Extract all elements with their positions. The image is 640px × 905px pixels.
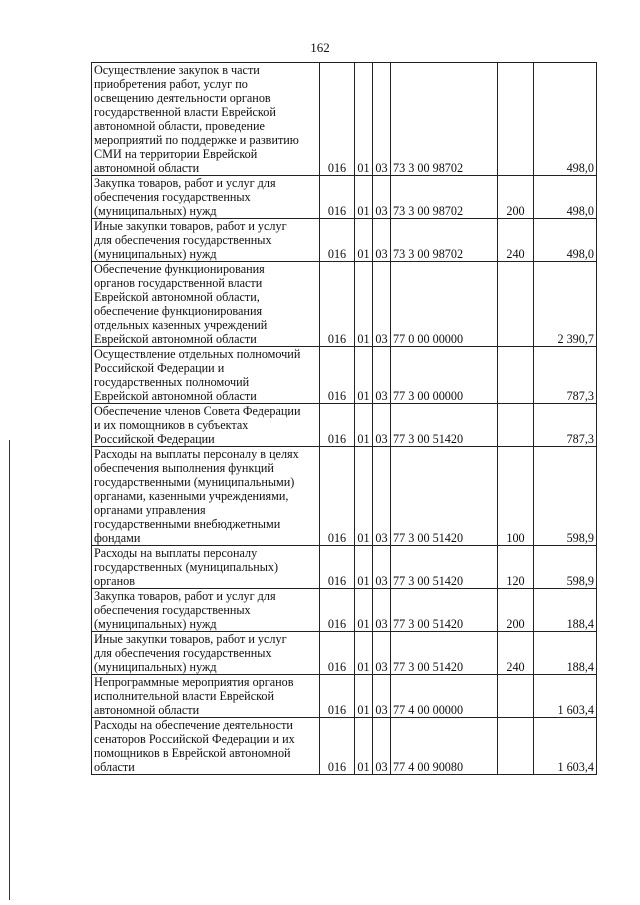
- table-row: [92, 546, 597, 589]
- subsection-code-cell: 03: [373, 219, 391, 262]
- row-name-cell: Закупка товаров, работ и услуг для обеспечения государственных (муниципальных) нужд: [92, 176, 320, 219]
- subsection-code-cell: 03: [373, 63, 391, 176]
- target-article-cell: 77 3 00 51420: [391, 404, 498, 447]
- margin-rule: [9, 440, 10, 900]
- row-name-cell: Осуществление закупок в части приобретения работ, услуг по освещению деятельности органов государственной власти Еврейской автономной области, проведение мероприятий по поддержке и развитию СМИ на территории Еврейской автономной области: [92, 63, 320, 176]
- row-name-cell: Обеспечение членов Совета Федерации и их помощников в субъектах Российской Федерации: [92, 404, 320, 447]
- expense-type-cell: [498, 63, 534, 176]
- grbs-code-cell: 016: [320, 589, 355, 632]
- subsection-code-cell: 03: [373, 404, 391, 447]
- budget-table-body: [92, 63, 597, 775]
- grbs-code-cell: 016: [320, 404, 355, 447]
- target-article-cell: 77 4 00 00000: [391, 675, 498, 718]
- expense-type-cell: 240: [498, 632, 534, 675]
- expense-type-cell: 200: [498, 589, 534, 632]
- expense-type-cell: 120: [498, 546, 534, 589]
- grbs-code-cell: 016: [320, 546, 355, 589]
- table-row: [92, 219, 597, 262]
- amount-cell: 598,9: [534, 447, 597, 546]
- budget-table: [91, 62, 597, 775]
- section-code-cell: 01: [355, 718, 373, 775]
- subsection-code-cell: 03: [373, 176, 391, 219]
- amount-cell: 498,0: [534, 219, 597, 262]
- grbs-code-cell: 016: [320, 262, 355, 347]
- target-article-cell: 77 0 00 00000: [391, 262, 498, 347]
- table-row: [92, 176, 597, 219]
- row-name-cell: Расходы на обеспечение деятельности сенаторов Российской Федерации и их помощников в Еврейской автономной области: [92, 718, 320, 775]
- section-code-cell: 01: [355, 447, 373, 546]
- table-row: [92, 447, 597, 546]
- grbs-code-cell: 016: [320, 347, 355, 404]
- expense-type-cell: [498, 675, 534, 718]
- target-article-cell: 73 3 00 98702: [391, 63, 498, 176]
- section-code-cell: 01: [355, 546, 373, 589]
- target-article-cell: 77 3 00 00000: [391, 347, 498, 404]
- row-name-cell: Иные закупки товаров, работ и услуг для обеспечения государственных (муниципальных) нужд: [92, 632, 320, 675]
- grbs-code-cell: 016: [320, 675, 355, 718]
- row-name-cell: Осуществление отдельных полномочий Российской Федерации и государственных полномочий Еврейской автономной области: [92, 347, 320, 404]
- grbs-code-cell: 016: [320, 219, 355, 262]
- row-name-cell: Расходы на выплаты персоналу государственных (муниципальных) органов: [92, 546, 320, 589]
- section-code-cell: 01: [355, 219, 373, 262]
- expense-type-cell: 240: [498, 219, 534, 262]
- target-article-cell: 77 3 00 51420: [391, 589, 498, 632]
- row-name-cell: Непрограммные мероприятия органов исполнительной власти Еврейской автономной области: [92, 675, 320, 718]
- amount-cell: 1 603,4: [534, 675, 597, 718]
- target-article-cell: 77 4 00 90080: [391, 718, 498, 775]
- expense-type-cell: 100: [498, 447, 534, 546]
- amount-cell: 2 390,7: [534, 262, 597, 347]
- expense-type-cell: [498, 404, 534, 447]
- page-number: 162: [310, 40, 330, 55]
- section-code-cell: 01: [355, 589, 373, 632]
- expense-type-cell: [498, 718, 534, 775]
- table-row: [92, 589, 597, 632]
- section-code-cell: 01: [355, 63, 373, 176]
- expense-type-cell: 200: [498, 176, 534, 219]
- subsection-code-cell: 03: [373, 589, 391, 632]
- subsection-code-cell: 03: [373, 632, 391, 675]
- table-row: [92, 262, 597, 347]
- amount-cell: 787,3: [534, 347, 597, 404]
- expense-type-cell: [498, 262, 534, 347]
- table-row: [92, 675, 597, 718]
- grbs-code-cell: 016: [320, 632, 355, 675]
- amount-cell: 598,9: [534, 546, 597, 589]
- grbs-code-cell: 016: [320, 63, 355, 176]
- grbs-code-cell: 016: [320, 447, 355, 546]
- target-article-cell: 77 3 00 51420: [391, 632, 498, 675]
- section-code-cell: 01: [355, 262, 373, 347]
- subsection-code-cell: 03: [373, 718, 391, 775]
- table-row: [92, 632, 597, 675]
- amount-cell: 1 603,4: [534, 718, 597, 775]
- amount-cell: 787,3: [534, 404, 597, 447]
- expense-type-cell: [498, 347, 534, 404]
- subsection-code-cell: 03: [373, 262, 391, 347]
- subsection-code-cell: 03: [373, 447, 391, 546]
- table-row: [92, 63, 597, 176]
- amount-cell: 498,0: [534, 176, 597, 219]
- amount-cell: 188,4: [534, 632, 597, 675]
- section-code-cell: 01: [355, 404, 373, 447]
- target-article-cell: 73 3 00 98702: [391, 176, 498, 219]
- section-code-cell: 01: [355, 632, 373, 675]
- row-name-cell: Иные закупки товаров, работ и услуг для обеспечения государственных (муниципальных) нужд: [92, 219, 320, 262]
- row-name-cell: Расходы на выплаты персоналу в целях обеспечения выполнения функций государственными (муниципальными) органами, казенными учреждениями, органами управления государственными внебюджетными фондами: [92, 447, 320, 546]
- section-code-cell: 01: [355, 675, 373, 718]
- row-name-cell: Обеспечение функционирования органов государственной власти Еврейской автономной области, обеспечение функционирования отдельных казенных учреждений Еврейской автономной области: [92, 262, 320, 347]
- table-row: [92, 718, 597, 775]
- section-code-cell: 01: [355, 176, 373, 219]
- table-row: [92, 347, 597, 404]
- subsection-code-cell: 03: [373, 347, 391, 404]
- section-code-cell: 01: [355, 347, 373, 404]
- subsection-code-cell: 03: [373, 546, 391, 589]
- amount-cell: 498,0: [534, 63, 597, 176]
- target-article-cell: 73 3 00 98702: [391, 219, 498, 262]
- grbs-code-cell: 016: [320, 176, 355, 219]
- table-row: [92, 404, 597, 447]
- row-name-cell: Закупка товаров, работ и услуг для обеспечения государственных (муниципальных) нужд: [92, 589, 320, 632]
- target-article-cell: 77 3 00 51420: [391, 447, 498, 546]
- target-article-cell: 77 3 00 51420: [391, 546, 498, 589]
- amount-cell: 188,4: [534, 589, 597, 632]
- subsection-code-cell: 03: [373, 675, 391, 718]
- grbs-code-cell: 016: [320, 718, 355, 775]
